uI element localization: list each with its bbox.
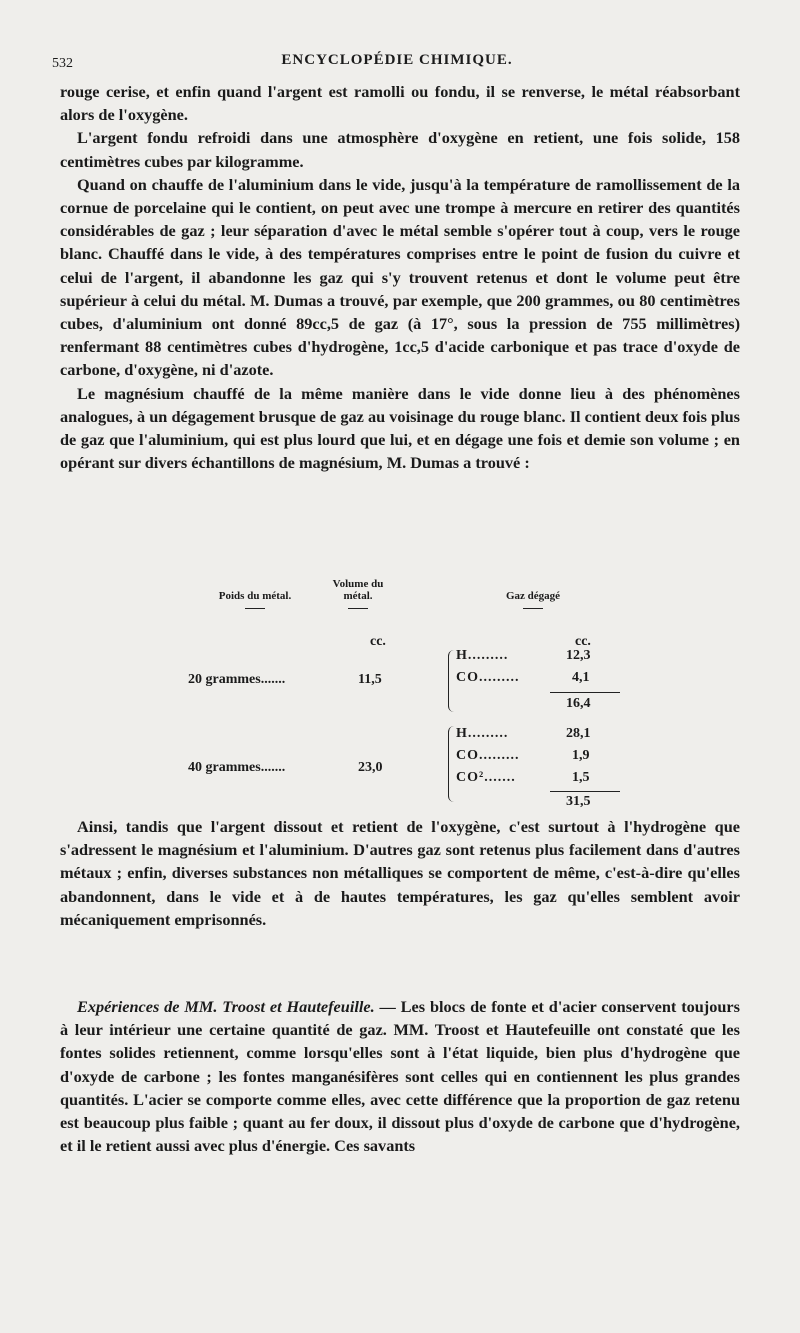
- gas-value: 1,9: [572, 748, 590, 763]
- row-total: 16,4: [566, 696, 591, 711]
- gas-value: 28,1: [566, 726, 591, 741]
- paragraph: Quand on chauffe de l'aluminium dans le vide, jusqu'à la température de ramollissement de la cornue de porcelaine qui le contient, on peut avec une trompe à mercure en retirer des quantités considérables de gaz ; leur séparation d'avec le métal semble s'opérer tout à coup, vers le rouge blanc. Chauffé dans le vide, à des températures comprises entre le point de fusion du cuivre et celui de l'argent, il abandonne les gaz qui s'y trouvent retenus et dont le volume peut être supérieur à celui du métal. M. Dumas a trouvé, par exemple, que 200 grammes, ou 80 centimètres cubes, d'aluminium ont donné 89cc,5 de gaz (à 17°, sous la pression de 755 millimètres) renfermant 88 centimètres cubes d'hydrogène, 1cc,5 d'acide carbonique et pas trace d'oxyde de carbone, d'oxygène, ni d'azote.: [60, 174, 740, 380]
- paragraph: Ainsi, tandis que l'argent dissout et retient de l'oxygène, c'est surtout à l'hydrogène que s'adressent le magnésium et l'aluminium. D'autres gaz sont retenus plus facilement dans d'autres métaux ; enfin, diverses substances non métalliques se comportent de même, c'est-à-dire qu'elles abandonnent, dans le vide et à de hautes températures, les gaz qu'elles semblent avoir mécaniquement emprisonnés.: [60, 817, 740, 929]
- paragraph: [60, 995, 740, 1157]
- page-header: [52, 52, 742, 74]
- gas-name: CO.........: [456, 670, 520, 685]
- paragraph: L'argent fondu refroidi dans une atmosphère d'oxygène en retient, une fois solide, 158 centimètres cubes par kilogramme.: [60, 128, 740, 171]
- header-volume: Volume du métal.: [318, 578, 398, 609]
- section-text: — Les blocs de fonte et d'acier conservent toujours à leur intérieur une certaine quantité de gaz. MM. Troost et Hautefeuille ont constaté que les fontes solides retiennent, comme lorsqu'elles sont à l'état liquide, bien plus d'hydrogène que d'oxyde de carbone ; les fontes manganésifères sont celles qui en contiennent les plus grandes quantités. L'acier se comporte comme elles, avec cette différence que la proportion de gaz retenu est beaucoup plus faible ; quant au fer doux, il dissout plus d'oxyde de carbone que d'hydrogène, et il le retient aussi avec plus d'énergie. Ces savants: [60, 997, 740, 1156]
- row-weight: 40 grammes.......: [188, 760, 286, 775]
- gas-name: CO².......: [456, 770, 516, 785]
- text-block-experiences: [60, 995, 740, 1157]
- gas-value: 1,5: [572, 770, 590, 785]
- gas-name: H.........: [456, 648, 509, 663]
- sum-line: [550, 692, 620, 693]
- text-block-top: [60, 80, 740, 474]
- text-block-middle: [60, 815, 740, 931]
- gas-value: 4,1: [572, 670, 590, 685]
- unit-volume: cc.: [370, 634, 386, 649]
- header-weight: Poids du métal.: [200, 590, 310, 609]
- gas-name: H.........: [456, 726, 509, 741]
- row-weight: 20 grammes.......: [188, 672, 286, 687]
- page-number: 532: [52, 56, 73, 71]
- gas-value: 12,3: [566, 648, 591, 663]
- row-volume: 23,0: [358, 760, 383, 775]
- gas-table: [188, 570, 640, 810]
- unit-gas: cc.: [575, 634, 591, 649]
- header-gas: Gaz dégagé: [478, 590, 588, 609]
- gas-name: CO.........: [456, 748, 520, 763]
- running-title: ENCYCLOPÉDIE CHIMIQUE.: [281, 52, 513, 68]
- sum-line: [550, 791, 620, 792]
- row-volume: 11,5: [358, 672, 382, 687]
- paragraph: Le magnésium chauffé de la même manière dans le vide donne lieu à des phénomènes analogues, à un dégagement brusque de gaz au voisinage du rouge blanc. Il contient deux fois plus de gaz que l'aluminium, qui est plus lourd que lui, et en dégage une fois et demie son volume ; en opérant sur divers échantillons de magnésium, M. Dumas a trouvé :: [60, 383, 740, 473]
- row-total: 31,5: [566, 794, 591, 809]
- paragraph: rouge cerise, et enfin quand l'argent est ramolli ou fondu, il se renverse, le métal réabsorbant alors de l'oxygène.: [60, 82, 740, 125]
- section-title: Expériences de MM. Troost et Hautefeuille.: [77, 997, 375, 1016]
